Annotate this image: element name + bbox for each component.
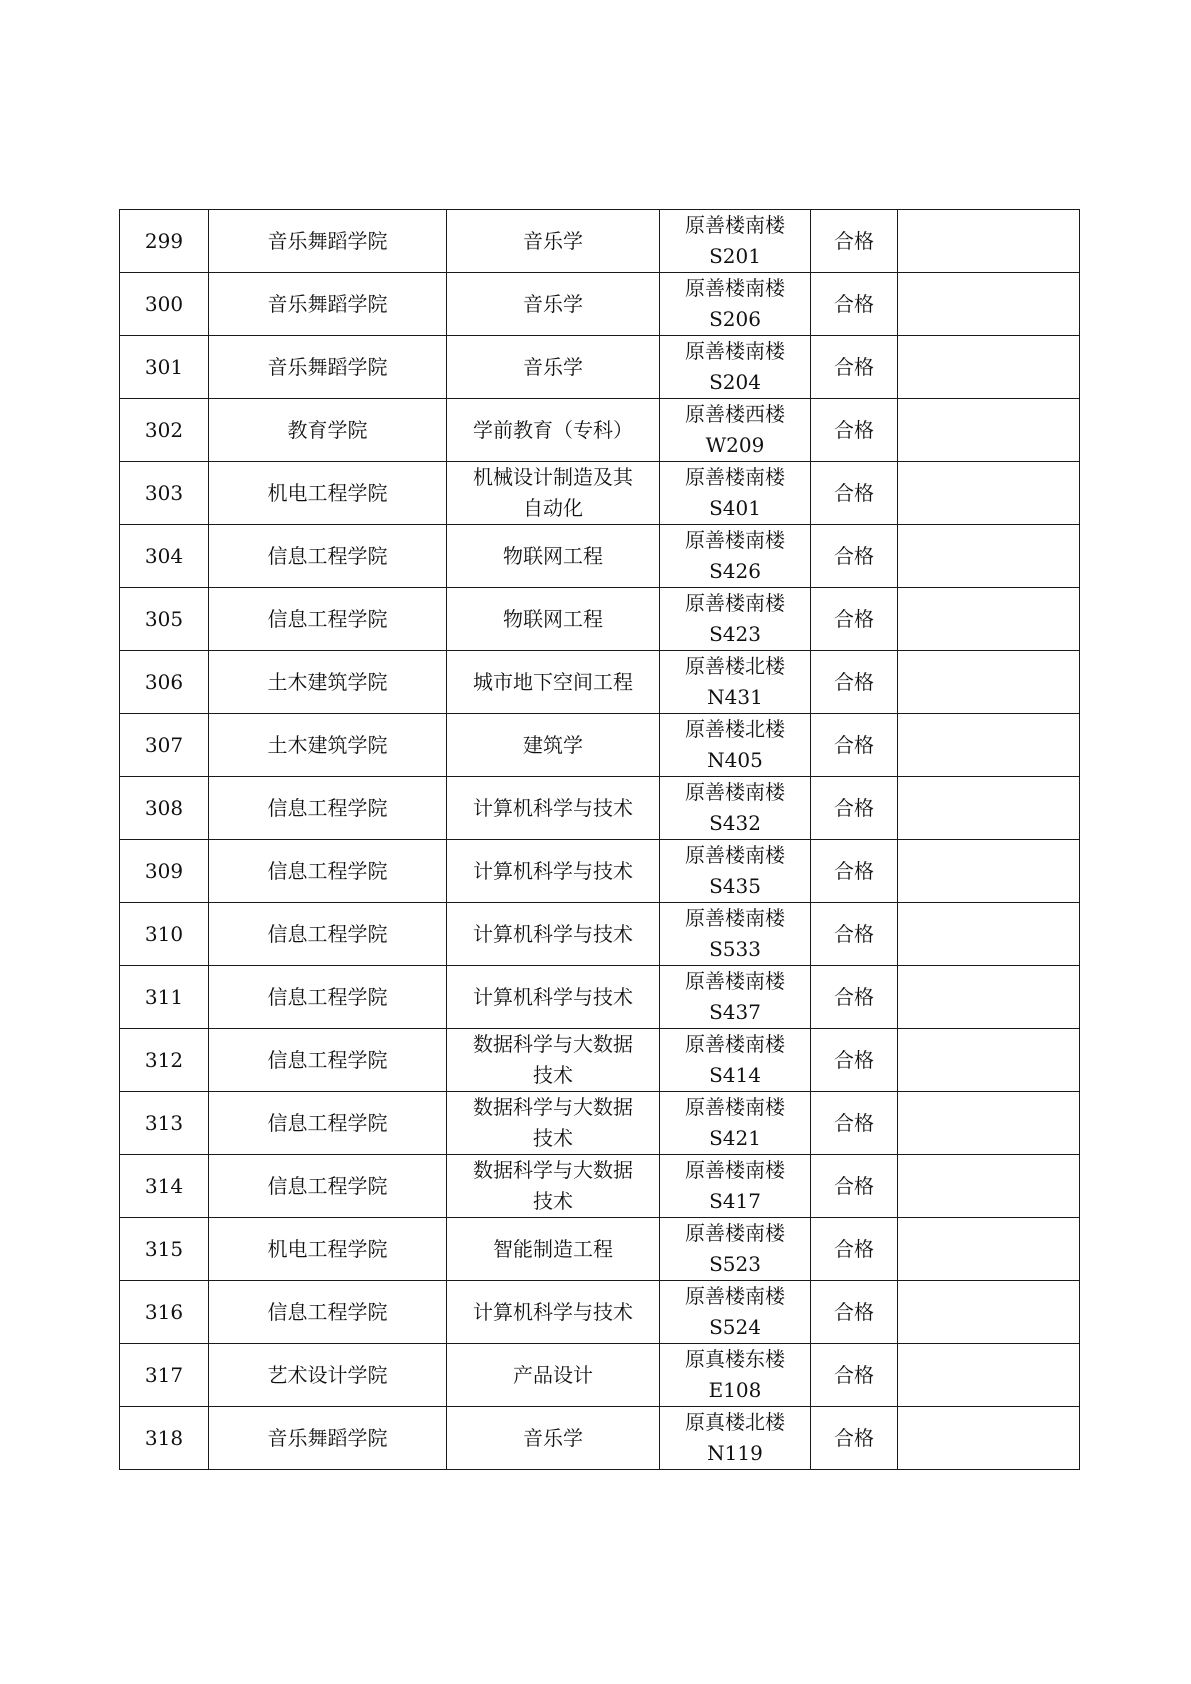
- cell-major-line: 音乐学: [523, 1425, 583, 1450]
- cell-major-line: 音乐学: [523, 291, 583, 316]
- cell-major-line: 计算机科学与技术: [473, 858, 633, 883]
- cell-college: 信息工程学院: [209, 903, 447, 966]
- cell-college: 音乐舞蹈学院: [209, 273, 447, 336]
- cell-room-line: 原善楼南楼: [685, 1095, 785, 1119]
- cell-number: 318: [120, 1407, 209, 1470]
- table-row: [120, 714, 1080, 777]
- cell-room-line: S533: [709, 937, 761, 961]
- cell-number: 306: [120, 651, 209, 714]
- cell-room-line: 原善楼南楼: [685, 276, 785, 300]
- cell-room-line: 原善楼南楼: [685, 213, 785, 237]
- cell-major-line: 计算机科学与技术: [473, 921, 633, 946]
- cell-note: [898, 1407, 1080, 1470]
- cell-college: 艺术设计学院: [209, 1344, 447, 1407]
- cell-college: 音乐舞蹈学院: [209, 210, 447, 273]
- cell-room: [660, 840, 811, 903]
- cell-college: 机电工程学院: [209, 1218, 447, 1281]
- cell-major-line: 计算机科学与技术: [473, 984, 633, 1009]
- cell-note: [898, 273, 1080, 336]
- cell-room-line: S435: [709, 874, 761, 898]
- cell-note: [898, 588, 1080, 651]
- cell-room-line: 原善楼南楼: [685, 528, 785, 552]
- cell-college: 信息工程学院: [209, 966, 447, 1029]
- cell-note: [898, 1092, 1080, 1155]
- cell-result: 合格: [811, 525, 898, 588]
- cell-room: [660, 1155, 811, 1218]
- cell-major-line: 物联网工程: [503, 543, 603, 568]
- table-row: [120, 1218, 1080, 1281]
- cell-result: 合格: [811, 210, 898, 273]
- cell-major-line: 建筑学: [523, 732, 583, 757]
- table-row: [120, 462, 1080, 525]
- table-row: [120, 336, 1080, 399]
- cell-room-line: S421: [709, 1126, 761, 1150]
- cell-room-line: 原善楼南楼: [685, 843, 785, 867]
- cell-major-line: 音乐学: [523, 228, 583, 253]
- cell-room: [660, 1344, 811, 1407]
- table-body: [120, 210, 1080, 1470]
- cell-room-line: 原善楼西楼: [685, 402, 785, 426]
- cell-room-line: 原真楼北楼: [685, 1410, 785, 1434]
- cell-college: 信息工程学院: [209, 777, 447, 840]
- cell-number: 309: [120, 840, 209, 903]
- cell-room-line: S201: [709, 244, 761, 268]
- cell-note: [898, 1344, 1080, 1407]
- cell-major: [447, 1155, 660, 1218]
- cell-note: [898, 714, 1080, 777]
- cell-major: [447, 1029, 660, 1092]
- cell-note: [898, 462, 1080, 525]
- cell-room-line: S523: [709, 1252, 761, 1276]
- cell-room-line: N119: [707, 1441, 763, 1465]
- cell-college: 音乐舞蹈学院: [209, 336, 447, 399]
- cell-note: [898, 651, 1080, 714]
- cell-room-line: 原善楼南楼: [685, 1032, 785, 1056]
- table-row: [120, 210, 1080, 273]
- table-row: [120, 777, 1080, 840]
- cell-result: 合格: [811, 588, 898, 651]
- cell-result: 合格: [811, 462, 898, 525]
- cell-number: 317: [120, 1344, 209, 1407]
- cell-room: [660, 1281, 811, 1344]
- cell-room: [660, 777, 811, 840]
- cell-room: [660, 966, 811, 1029]
- table-row: [120, 399, 1080, 462]
- cell-room: [660, 273, 811, 336]
- cell-room-line: 原善楼南楼: [685, 339, 785, 363]
- cell-room-line: S437: [709, 1000, 761, 1024]
- cell-result: 合格: [811, 840, 898, 903]
- cell-room: [660, 1407, 811, 1470]
- cell-room: [660, 903, 811, 966]
- cell-result: 合格: [811, 273, 898, 336]
- cell-number: 308: [120, 777, 209, 840]
- cell-number: 301: [120, 336, 209, 399]
- table-row: [120, 903, 1080, 966]
- cell-major: [447, 1218, 660, 1281]
- cell-major: [447, 588, 660, 651]
- cell-number: 303: [120, 462, 209, 525]
- cell-note: [898, 1029, 1080, 1092]
- cell-result: 合格: [811, 1218, 898, 1281]
- cell-room-line: W209: [705, 433, 765, 457]
- cell-college: 信息工程学院: [209, 1155, 447, 1218]
- cell-number: 299: [120, 210, 209, 273]
- cell-room-line: 原真楼东楼: [685, 1347, 785, 1371]
- cell-room-line: N405: [707, 748, 763, 772]
- cell-room-line: 原善楼南楼: [685, 591, 785, 615]
- inspection-table: [119, 209, 1080, 1470]
- cell-room: [660, 1029, 811, 1092]
- cell-major-line: 技术: [533, 1126, 573, 1150]
- cell-room: [660, 1092, 811, 1155]
- cell-college: 信息工程学院: [209, 1029, 447, 1092]
- cell-major-line: 音乐学: [523, 354, 583, 379]
- cell-room: [660, 1218, 811, 1281]
- cell-major-line: 技术: [533, 1189, 573, 1213]
- cell-room: [660, 336, 811, 399]
- cell-room-line: 原善楼南楼: [685, 969, 785, 993]
- cell-number: 310: [120, 903, 209, 966]
- cell-major: [447, 1092, 660, 1155]
- cell-number: 316: [120, 1281, 209, 1344]
- cell-number: 313: [120, 1092, 209, 1155]
- cell-room-line: 原善楼南楼: [685, 1221, 785, 1245]
- cell-major: [447, 336, 660, 399]
- cell-college: 信息工程学院: [209, 588, 447, 651]
- cell-college: 教育学院: [209, 399, 447, 462]
- table-row: [120, 1155, 1080, 1218]
- cell-room-line: S417: [709, 1189, 761, 1213]
- cell-major: [447, 210, 660, 273]
- cell-major: [447, 525, 660, 588]
- cell-major: [447, 651, 660, 714]
- cell-result: 合格: [811, 1344, 898, 1407]
- table-row: [120, 1344, 1080, 1407]
- table-row: [120, 588, 1080, 651]
- cell-major-line: 计算机科学与技术: [473, 795, 633, 820]
- cell-major-line: 智能制造工程: [493, 1236, 613, 1261]
- cell-result: 合格: [811, 903, 898, 966]
- cell-result: 合格: [811, 1155, 898, 1218]
- cell-room-line: 原善楼南楼: [685, 1158, 785, 1182]
- cell-major-line: 物联网工程: [503, 606, 603, 631]
- cell-major-line: 计算机科学与技术: [473, 1299, 633, 1324]
- cell-room-line: 原善楼南楼: [685, 780, 785, 804]
- cell-room: [660, 210, 811, 273]
- cell-room-line: S426: [709, 559, 761, 583]
- cell-room-line: E108: [708, 1378, 762, 1402]
- table-row: [120, 1281, 1080, 1344]
- cell-major-line: 城市地下空间工程: [473, 669, 633, 694]
- cell-room-line: S206: [709, 307, 761, 331]
- cell-major-line: 学前教育（专科）: [473, 417, 633, 442]
- cell-room-line: S423: [709, 622, 761, 646]
- table-row: [120, 1029, 1080, 1092]
- table-row: [120, 1407, 1080, 1470]
- cell-major: [447, 1281, 660, 1344]
- cell-college: 信息工程学院: [209, 1092, 447, 1155]
- cell-major-line: 技术: [533, 1063, 573, 1087]
- cell-major-line: 产品设计: [513, 1362, 593, 1387]
- cell-college: 信息工程学院: [209, 525, 447, 588]
- cell-room: [660, 399, 811, 462]
- cell-result: 合格: [811, 399, 898, 462]
- table-row: [120, 1092, 1080, 1155]
- cell-note: [898, 777, 1080, 840]
- cell-room: [660, 462, 811, 525]
- cell-result: 合格: [811, 714, 898, 777]
- cell-major: [447, 273, 660, 336]
- cell-college: 土木建筑学院: [209, 714, 447, 777]
- table-row: [120, 840, 1080, 903]
- cell-note: [898, 840, 1080, 903]
- cell-room-line: S414: [709, 1063, 761, 1087]
- cell-result: 合格: [811, 1029, 898, 1092]
- cell-number: 311: [120, 966, 209, 1029]
- cell-major-line: 数据科学与大数据: [473, 1032, 633, 1056]
- cell-college: 机电工程学院: [209, 462, 447, 525]
- cell-room-line: N431: [707, 685, 763, 709]
- cell-result: 合格: [811, 777, 898, 840]
- cell-result: 合格: [811, 1092, 898, 1155]
- cell-number: 304: [120, 525, 209, 588]
- cell-note: [898, 966, 1080, 1029]
- cell-room: [660, 588, 811, 651]
- cell-number: 315: [120, 1218, 209, 1281]
- cell-number: 307: [120, 714, 209, 777]
- cell-major-line: 机械设计制造及其: [473, 465, 633, 489]
- cell-room-line: S401: [709, 496, 761, 520]
- cell-note: [898, 336, 1080, 399]
- cell-room-line: S432: [709, 811, 761, 835]
- cell-major-line: 数据科学与大数据: [473, 1095, 633, 1119]
- table-row: [120, 525, 1080, 588]
- table-row: [120, 273, 1080, 336]
- cell-note: [898, 399, 1080, 462]
- cell-room-line: 原善楼南楼: [685, 465, 785, 489]
- cell-major: [447, 1407, 660, 1470]
- cell-room: [660, 525, 811, 588]
- cell-major: [447, 966, 660, 1029]
- cell-number: 302: [120, 399, 209, 462]
- cell-room-line: S204: [709, 370, 761, 394]
- cell-major: [447, 462, 660, 525]
- cell-result: 合格: [811, 966, 898, 1029]
- cell-major: [447, 903, 660, 966]
- cell-room-line: 原善楼南楼: [685, 906, 785, 930]
- cell-major-line: 自动化: [523, 496, 583, 520]
- cell-result: 合格: [811, 1407, 898, 1470]
- cell-major: [447, 1344, 660, 1407]
- table-row: [120, 966, 1080, 1029]
- cell-number: 300: [120, 273, 209, 336]
- cell-result: 合格: [811, 651, 898, 714]
- cell-college: 土木建筑学院: [209, 651, 447, 714]
- cell-room: [660, 651, 811, 714]
- cell-number: 305: [120, 588, 209, 651]
- table-row: [120, 651, 1080, 714]
- cell-note: [898, 1218, 1080, 1281]
- cell-college: 信息工程学院: [209, 1281, 447, 1344]
- cell-result: 合格: [811, 1281, 898, 1344]
- cell-number: 314: [120, 1155, 209, 1218]
- cell-note: [898, 1155, 1080, 1218]
- cell-room-line: 原善楼南楼: [685, 1284, 785, 1308]
- cell-note: [898, 1281, 1080, 1344]
- cell-number: 312: [120, 1029, 209, 1092]
- cell-note: [898, 210, 1080, 273]
- cell-college: 信息工程学院: [209, 840, 447, 903]
- cell-major: [447, 399, 660, 462]
- cell-major: [447, 840, 660, 903]
- cell-major: [447, 777, 660, 840]
- cell-college: 音乐舞蹈学院: [209, 1407, 447, 1470]
- cell-room-line: S524: [709, 1315, 761, 1339]
- cell-result: 合格: [811, 336, 898, 399]
- cell-room-line: 原善楼北楼: [685, 654, 785, 678]
- cell-note: [898, 525, 1080, 588]
- cell-room-line: 原善楼北楼: [685, 717, 785, 741]
- cell-major-line: 数据科学与大数据: [473, 1158, 633, 1182]
- cell-note: [898, 903, 1080, 966]
- cell-room: [660, 714, 811, 777]
- cell-major: [447, 714, 660, 777]
